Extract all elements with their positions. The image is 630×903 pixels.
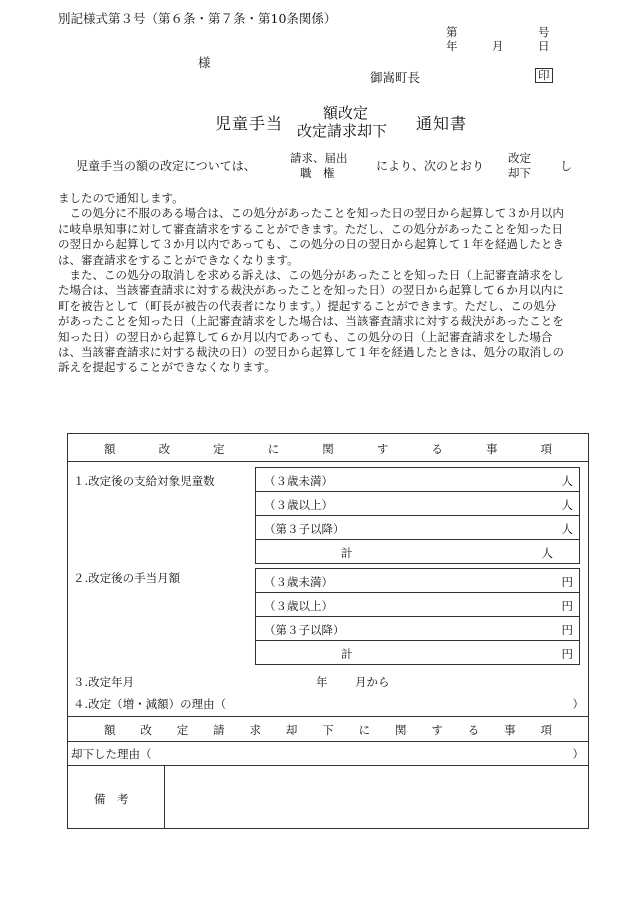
paragraph-0: ましたので通知します。: [58, 191, 184, 205]
item4-label: ４.改定（増・減額）の理由（: [73, 697, 227, 711]
issuer: 御嵩町長: [370, 70, 421, 85]
amount-row: [256, 593, 579, 617]
seal-label: 印: [535, 68, 553, 83]
divider: [68, 741, 588, 742]
header-char: 事: [504, 723, 516, 737]
row-unit: 人: [561, 522, 573, 536]
amount-row: [256, 569, 579, 593]
divider: [68, 716, 588, 717]
total-label: 計: [341, 647, 353, 661]
divider: [68, 461, 588, 462]
intro-part2: により、次のとおり: [376, 159, 485, 173]
date-year: 年: [446, 39, 458, 53]
header-char: 項: [540, 442, 552, 456]
header-char: 項: [540, 723, 552, 737]
amount-revision-table: [67, 433, 589, 829]
header-char: す: [431, 723, 443, 737]
header-char: 改: [140, 723, 152, 737]
header-char: す: [376, 442, 389, 456]
row-label: （第３子以降）: [264, 522, 345, 536]
seal-mark: [535, 68, 553, 83]
total-label: 計: [341, 546, 353, 560]
header-char: 求: [249, 723, 261, 737]
intro-option-b2: 却下: [508, 166, 531, 180]
row-unit: 人: [561, 474, 573, 488]
title-right: 通知書: [416, 114, 468, 133]
date-month: 月: [492, 39, 504, 53]
header-char: る: [467, 723, 480, 737]
monthly-amount-box: [255, 568, 580, 665]
header-char: 額: [104, 723, 116, 737]
section-header-rejection: [104, 722, 552, 738]
title-option-2: 改定請求却下: [297, 122, 388, 140]
row-label: （３歳以上）: [264, 498, 333, 512]
intro-option-a2: 職 権: [300, 166, 335, 180]
row-unit: 人: [561, 498, 573, 512]
item2-label: ２.改定後の手当月額: [73, 571, 181, 585]
doc-number-suffix: 号: [538, 25, 550, 39]
header-char: 下: [322, 723, 334, 737]
remarks-label: 備 考: [94, 792, 129, 806]
header-char: に: [358, 723, 371, 737]
reject-reason-label: 却下した理由（: [71, 747, 152, 761]
reject-reason-close: ）: [572, 747, 584, 761]
child-count-row: [256, 468, 579, 492]
row-label: （３歳未満）: [264, 474, 333, 488]
intro-part1: 児童手当の額の改定については、: [76, 159, 256, 173]
remarks-divider: [164, 765, 165, 828]
header-char: 関: [322, 442, 334, 456]
row-label: （３歳未満）: [264, 575, 333, 589]
header-char: る: [431, 442, 443, 456]
paragraph-appeal: この処分に不服のある場合は、この処分があったことを知った日の翌日から起算して３か月以内に岐阜県知事に対して審査請求をすることができます。ただし、この処分があったことを知った日の翌日から起算して３か月以内であっても、この処分の日の翌日から起算して１年を経過したときは、審査請求をすることができなくなります。: [58, 206, 564, 267]
header-char: 事: [485, 442, 498, 456]
total-unit: 円: [561, 647, 573, 661]
paragraph-lawsuit: また、この処分の取消しを求める訴えは、この処分があったことを知った日（上記審査請求をした場合は、当該審査請求に対する裁決があったことを知った日）の翌日から起算して６か月以内に町を被告として（町長が被告の代表者になります。）提起することができます。ただし、この処分があったことを知った日（上記審査請求をした場合は、当該審査請求に対する裁決があったことを知った日）の翌日から起算して６か月以内であっても、この処分の日（上記審査請求をした場合は、当該審査請求に対する裁決の日）の翌日から起算して１年を経過したときは、処分の取消しの訴えを提起することができなくなります。: [58, 268, 564, 375]
amount-row: [256, 617, 579, 641]
header-char: 定: [213, 442, 225, 456]
item3-year: 年: [316, 675, 328, 689]
child-count-row: [256, 516, 579, 540]
notice-body: [58, 191, 564, 376]
header-char: 請: [213, 723, 225, 737]
item3-month: 月から: [355, 675, 390, 689]
item3-label: ３.改定年月: [73, 675, 135, 689]
intro-option-a1: 請求、届出: [290, 151, 348, 165]
title-option-1: 額改定: [323, 104, 369, 122]
child-count-box: [255, 467, 580, 564]
row-unit: 円: [561, 575, 573, 589]
total-unit: 人: [541, 546, 553, 560]
header-char: に: [267, 442, 280, 456]
item1-label: １.改定後の支給対象児童数: [73, 474, 215, 488]
row-unit: 円: [561, 623, 573, 637]
header-char: 額: [104, 442, 116, 456]
doc-number-prefix: 第: [446, 25, 458, 39]
title-left: 児童手当: [215, 114, 284, 133]
intro-part3: し: [560, 159, 573, 173]
intro-option-b1: 改定: [508, 151, 531, 165]
header-char: 定: [176, 723, 189, 737]
child-count-total: [256, 540, 579, 564]
form-number: 別記様式第３号（第６条・第７条・第10条関係）: [58, 11, 337, 26]
header-char: 関: [395, 723, 407, 737]
amount-total: [256, 641, 579, 665]
item4-close: ）: [572, 697, 584, 711]
child-count-row: [256, 492, 579, 516]
row-label: （第３子以降）: [264, 623, 345, 637]
row-label: （３歳以上）: [264, 599, 333, 613]
header-char: 改: [158, 442, 171, 456]
date-day: 日: [538, 39, 550, 53]
addressee-suffix: 様: [198, 55, 211, 70]
section-header-revision: [104, 441, 552, 457]
divider: [68, 765, 588, 766]
header-char: 却: [285, 723, 298, 737]
row-unit: 円: [561, 599, 573, 613]
